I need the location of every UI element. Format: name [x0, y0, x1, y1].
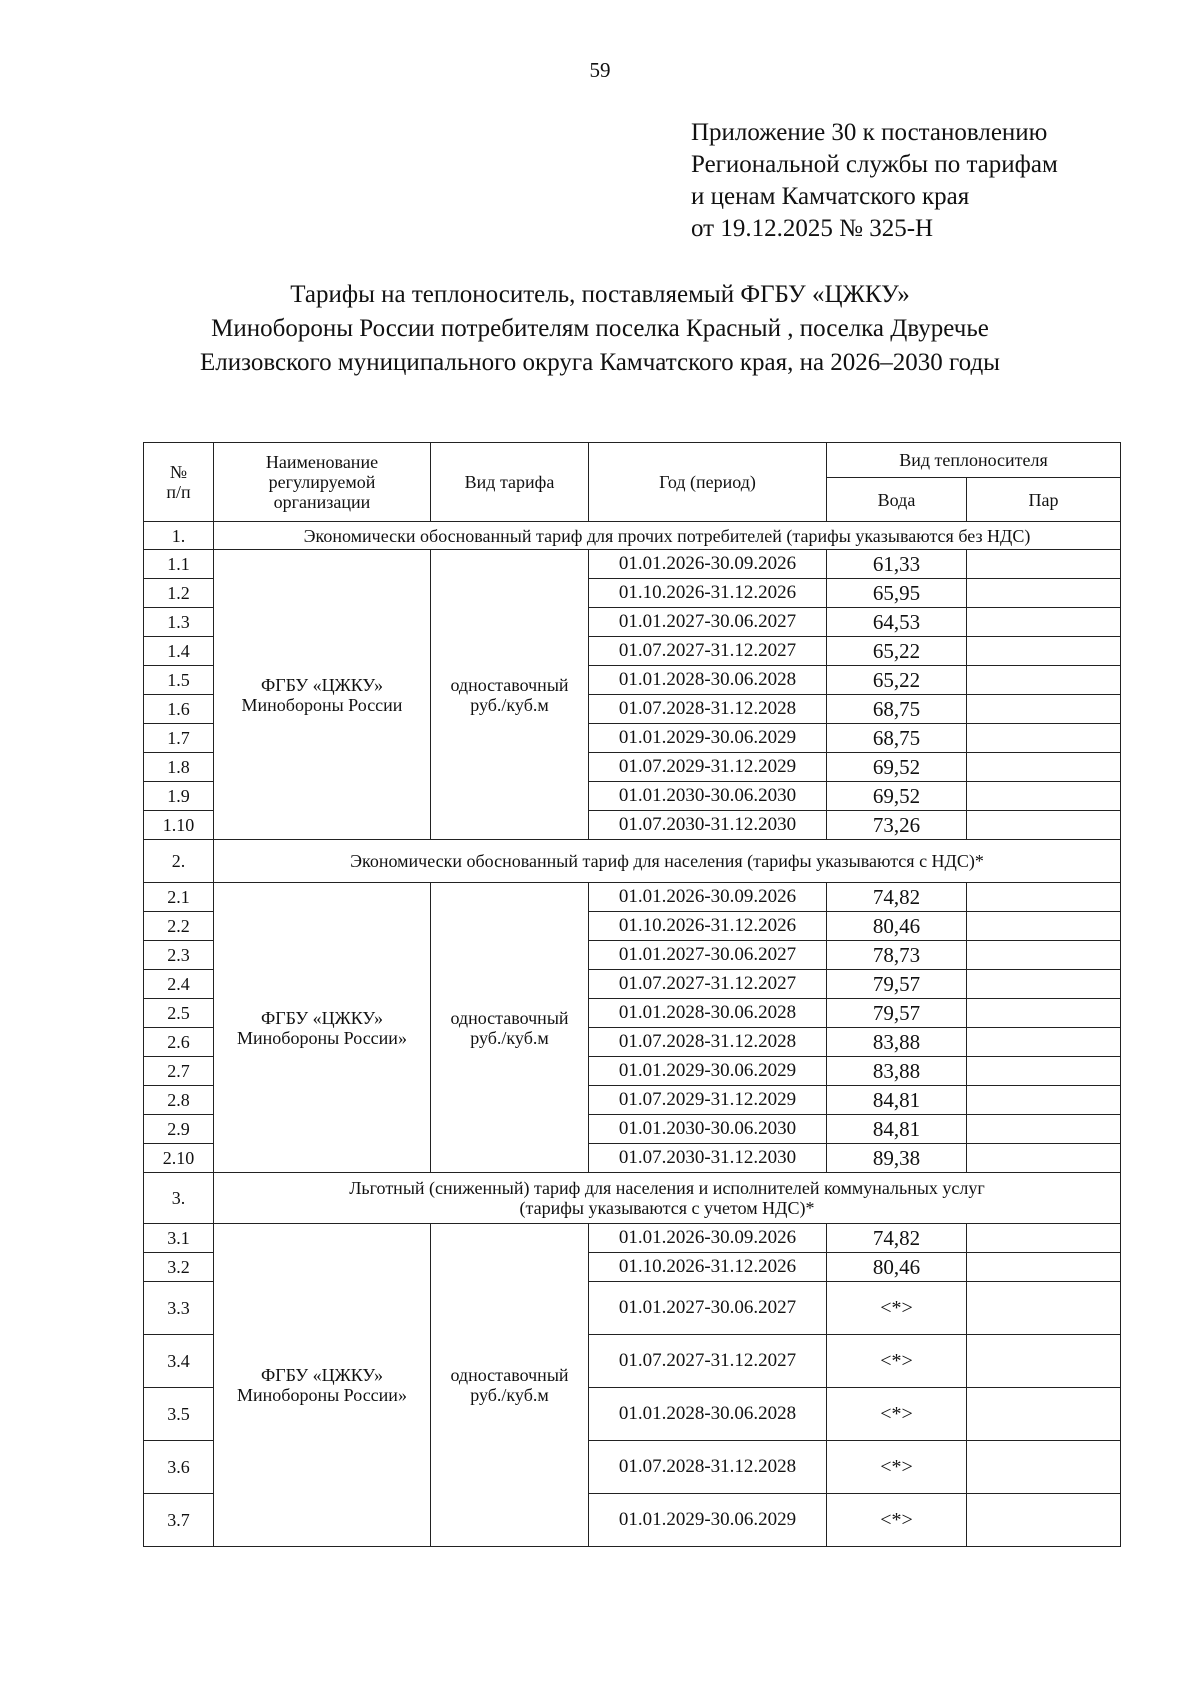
title-line: Тарифы на теплоноситель, поставляемый ФГБУ «ЦЖКУ» — [290, 281, 910, 308]
period-cell: 01.07.2027-31.12.2027 — [589, 637, 827, 666]
document-title — [0, 278, 1200, 380]
appendix-line: и ценам Камчатского края — [691, 183, 970, 210]
water-tariff-cell: 61,33 — [827, 550, 967, 579]
section-title: Льготный (сниженный) тариф для населения и исполнителей коммунальных услуг (тарифы указываются с учетом НДС)* — [214, 1173, 1121, 1224]
water-tariff-cell: 65,22 — [827, 666, 967, 695]
section-number: 2. — [144, 840, 214, 883]
row-number: 1.4 — [144, 637, 214, 666]
row-number: 3.7 — [144, 1494, 214, 1547]
organization-cell: ФГБУ «ЦЖКУ» Минобороны России» — [214, 1224, 431, 1547]
water-tariff-cell: 89,38 — [827, 1144, 967, 1173]
row-number: 1.3 — [144, 608, 214, 637]
period-cell: 01.01.2029-30.06.2029 — [589, 1494, 827, 1547]
period-cell: 01.07.2030-31.12.2030 — [589, 1144, 827, 1173]
water-tariff-cell: 80,46 — [827, 912, 967, 941]
row-number: 3.1 — [144, 1224, 214, 1253]
water-tariff-cell: <*> — [827, 1335, 967, 1388]
tariff-type-cell: одноставочный руб./куб.м — [431, 883, 589, 1173]
period-cell: 01.01.2029-30.06.2029 — [589, 724, 827, 753]
header-carrier: Вид теплоносителя — [827, 443, 1121, 478]
water-tariff-cell: 73,26 — [827, 811, 967, 840]
header-num: № п/п — [144, 443, 214, 522]
steam-tariff-cell — [967, 753, 1121, 782]
steam-tariff-cell — [967, 1144, 1121, 1173]
period-cell: 01.01.2027-30.06.2027 — [589, 608, 827, 637]
period-cell: 01.07.2027-31.12.2027 — [589, 970, 827, 999]
steam-tariff-cell — [967, 1028, 1121, 1057]
row-number: 3.3 — [144, 1282, 214, 1335]
period-cell: 01.01.2028-30.06.2028 — [589, 1388, 827, 1441]
organization-cell: ФГБУ «ЦЖКУ» Минобороны России» — [214, 883, 431, 1173]
period-cell: 01.07.2029-31.12.2029 — [589, 753, 827, 782]
steam-tariff-cell — [967, 1253, 1121, 1282]
period-cell: 01.01.2026-30.09.2026 — [589, 883, 827, 912]
period-cell: 01.07.2029-31.12.2029 — [589, 1086, 827, 1115]
steam-tariff-cell — [967, 579, 1121, 608]
appendix-reference — [691, 117, 1058, 245]
water-tariff-cell: 65,95 — [827, 579, 967, 608]
header-organization: Наименование регулируемой организации — [214, 443, 431, 522]
period-cell: 01.07.2028-31.12.2028 — [589, 1028, 827, 1057]
water-tariff-cell: 84,81 — [827, 1086, 967, 1115]
section-title: Экономически обоснованный тариф для населения (тарифы указываются с НДС)* — [214, 840, 1121, 883]
water-tariff-cell: 78,73 — [827, 941, 967, 970]
tariff-table — [143, 442, 1121, 1547]
tariff-type-cell: одноставочный руб./куб.м — [431, 550, 589, 840]
row-number: 1.5 — [144, 666, 214, 695]
water-tariff-cell: 64,53 — [827, 608, 967, 637]
steam-tariff-cell — [967, 637, 1121, 666]
period-cell: 01.07.2028-31.12.2028 — [589, 695, 827, 724]
organization-cell: ФГБУ «ЦЖКУ» Минобороны России — [214, 550, 431, 840]
row-number: 2.9 — [144, 1115, 214, 1144]
period-cell: 01.01.2026-30.09.2026 — [589, 550, 827, 579]
steam-tariff-cell — [967, 999, 1121, 1028]
water-tariff-cell: 79,57 — [827, 999, 967, 1028]
table-row — [144, 550, 1121, 579]
period-cell: 01.01.2029-30.06.2029 — [589, 1057, 827, 1086]
row-number: 2.4 — [144, 970, 214, 999]
row-number: 1.7 — [144, 724, 214, 753]
appendix-line: Региональной службы по тарифам — [691, 151, 1058, 178]
row-number: 2.1 — [144, 883, 214, 912]
section-number: 1. — [144, 522, 214, 550]
water-tariff-cell: 68,75 — [827, 724, 967, 753]
steam-tariff-cell — [967, 1057, 1121, 1086]
steam-tariff-cell — [967, 811, 1121, 840]
section-title: Экономически обоснованный тариф для прочих потребителей (тарифы указываются без НДС) — [214, 522, 1121, 550]
steam-tariff-cell — [967, 608, 1121, 637]
period-cell: 01.07.2028-31.12.2028 — [589, 1441, 827, 1494]
steam-tariff-cell — [967, 782, 1121, 811]
section-number: 3. — [144, 1173, 214, 1224]
water-tariff-cell: 69,52 — [827, 753, 967, 782]
water-tariff-cell: 74,82 — [827, 1224, 967, 1253]
row-number: 1.1 — [144, 550, 214, 579]
period-cell: 01.01.2026-30.09.2026 — [589, 1224, 827, 1253]
tariff-type-cell: одноставочный руб./куб.м — [431, 1224, 589, 1547]
row-number: 2.10 — [144, 1144, 214, 1173]
water-tariff-cell: 74,82 — [827, 883, 967, 912]
water-tariff-cell: 83,88 — [827, 1057, 967, 1086]
row-number: 1.10 — [144, 811, 214, 840]
period-cell: 01.01.2027-30.06.2027 — [589, 1282, 827, 1335]
header-tariff-type: Вид тарифа — [431, 443, 589, 522]
row-number: 1.2 — [144, 579, 214, 608]
row-number: 2.7 — [144, 1057, 214, 1086]
steam-tariff-cell — [967, 1115, 1121, 1144]
title-line: Минобороны России потребителям поселка Красный , поселка Двуречье — [211, 315, 989, 342]
steam-tariff-cell — [967, 1494, 1121, 1547]
steam-tariff-cell — [967, 941, 1121, 970]
steam-tariff-cell — [967, 695, 1121, 724]
water-tariff-cell: 79,57 — [827, 970, 967, 999]
row-number: 1.6 — [144, 695, 214, 724]
water-tariff-cell: <*> — [827, 1494, 967, 1547]
appendix-line: от 19.12.2025 № 325-Н — [691, 215, 934, 242]
steam-tariff-cell — [967, 550, 1121, 579]
row-number: 3.4 — [144, 1335, 214, 1388]
row-number: 2.2 — [144, 912, 214, 941]
header-water: Вода — [827, 478, 967, 522]
water-tariff-cell: 80,46 — [827, 1253, 967, 1282]
row-number: 3.2 — [144, 1253, 214, 1282]
title-line: Елизовского муниципального округа Камчатского края, на 2026–2030 годы — [200, 349, 1000, 376]
water-tariff-cell: 83,88 — [827, 1028, 967, 1057]
period-cell: 01.01.2028-30.06.2028 — [589, 666, 827, 695]
period-cell: 01.01.2028-30.06.2028 — [589, 999, 827, 1028]
water-tariff-cell: <*> — [827, 1441, 967, 1494]
water-tariff-cell: 69,52 — [827, 782, 967, 811]
period-cell: 01.10.2026-31.12.2026 — [589, 1253, 827, 1282]
row-number: 2.8 — [144, 1086, 214, 1115]
table-row — [144, 883, 1121, 912]
period-cell: 01.01.2030-30.06.2030 — [589, 1115, 827, 1144]
period-cell: 01.07.2027-31.12.2027 — [589, 1335, 827, 1388]
steam-tariff-cell — [967, 1335, 1121, 1388]
period-cell: 01.01.2027-30.06.2027 — [589, 941, 827, 970]
period-cell: 01.10.2026-31.12.2026 — [589, 579, 827, 608]
period-cell: 01.10.2026-31.12.2026 — [589, 912, 827, 941]
water-tariff-cell: <*> — [827, 1388, 967, 1441]
period-cell: 01.01.2030-30.06.2030 — [589, 782, 827, 811]
steam-tariff-cell — [967, 724, 1121, 753]
steam-tariff-cell — [967, 666, 1121, 695]
steam-tariff-cell — [967, 1224, 1121, 1253]
table-row — [144, 1224, 1121, 1253]
water-tariff-cell: 84,81 — [827, 1115, 967, 1144]
header-period: Год (период) — [589, 443, 827, 522]
section-row — [144, 840, 1121, 883]
water-tariff-cell: 68,75 — [827, 695, 967, 724]
steam-tariff-cell — [967, 883, 1121, 912]
row-number: 2.3 — [144, 941, 214, 970]
row-number: 1.8 — [144, 753, 214, 782]
row-number: 1.9 — [144, 782, 214, 811]
steam-tariff-cell — [967, 970, 1121, 999]
header-row — [144, 443, 1121, 478]
row-number: 2.5 — [144, 999, 214, 1028]
steam-tariff-cell — [967, 1388, 1121, 1441]
water-tariff-cell: 65,22 — [827, 637, 967, 666]
row-number: 3.6 — [144, 1441, 214, 1494]
row-number: 2.6 — [144, 1028, 214, 1057]
appendix-line: Приложение 30 к постановлению — [691, 119, 1048, 146]
header-steam: Пар — [967, 478, 1121, 522]
section-row — [144, 1173, 1121, 1224]
steam-tariff-cell — [967, 912, 1121, 941]
water-tariff-cell: <*> — [827, 1282, 967, 1335]
row-number: 3.5 — [144, 1388, 214, 1441]
steam-tariff-cell — [967, 1441, 1121, 1494]
period-cell: 01.07.2030-31.12.2030 — [589, 811, 827, 840]
steam-tariff-cell — [967, 1282, 1121, 1335]
page-number: 59 — [589, 58, 611, 82]
steam-tariff-cell — [967, 1086, 1121, 1115]
section-row — [144, 522, 1121, 550]
